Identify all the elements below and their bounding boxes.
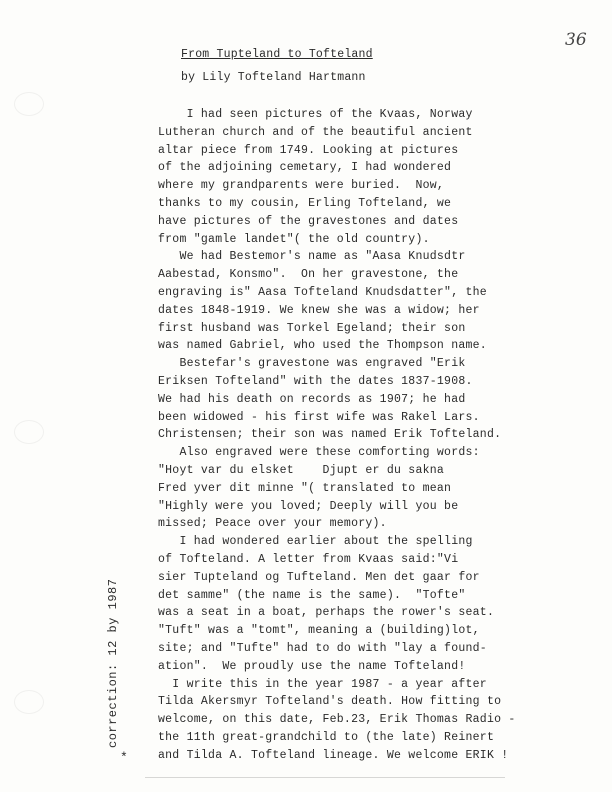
body-line: site; and "Tufte" had to do with "lay a found-: [158, 641, 487, 655]
body-line: I had seen pictures of the Kvaas, Norway: [158, 108, 473, 121]
body-line: I write this in the year 1987 - a year after: [158, 677, 487, 691]
body-line: from "gamle landet"( the old country).: [158, 232, 430, 246]
body-line: det samme" (the name is the same). "Tofte": [158, 588, 466, 602]
body-line: Eriksen Tofteland" with the dates 1837-1908.: [158, 374, 473, 388]
body-line: Christensen; their son was named Erik Tofteland.: [158, 428, 502, 442]
body-line: been widowed - his first wife was Rakel Lars.: [158, 410, 480, 424]
body-line: "Hoyt var du elsket Djupt er du sakna: [158, 463, 445, 477]
body-line: have pictures of the gravestones and dates: [158, 214, 459, 228]
margin-correction-note: correction: 12 by 1987: [106, 578, 120, 748]
body-line: engraving is" Aasa Tofteland Knudsdatter", the: [158, 285, 487, 299]
body-line: Fred yver dit minne "( translated to mean: [158, 481, 452, 495]
body-line: welcome, on this date, Feb.23, Erik Thomas Radio -: [158, 713, 516, 727]
margin-asterisk: *: [120, 750, 128, 765]
body-line: We had Bestemor's name as "Aasa Knudsdtr: [158, 250, 466, 264]
body-line: was named Gabriel, who used the Thompson name.: [158, 339, 487, 353]
body-line: where my grandparents were buried. Now,: [158, 179, 445, 193]
punch-hole-mark: [14, 92, 44, 116]
body-line: Aabestad, Konsmo". On her gravestone, the: [158, 268, 459, 282]
document-title: From Tupteland to Tofteland: [181, 48, 373, 61]
body-line: missed; Peace over your memory).: [158, 517, 387, 531]
body-line: ation". We proudly use the name Tofteland!: [158, 659, 466, 673]
body-line: thanks to my cousin, Erling Tofteland, we: [158, 196, 452, 210]
paste-edge-line: [145, 777, 505, 778]
body-line: Tilda Akersmyr Tofteland's death. How fitting to: [158, 695, 502, 709]
body-line: "Highly were you loved; Deeply will you be: [158, 499, 459, 513]
body-line: dates 1848-1919. We knew she was a widow; her: [158, 303, 480, 317]
body-line: and Tilda A. Tofteland lineage. We welcome ERIK !: [158, 748, 509, 762]
body-line: of the adjoining cemetary, I had wondered: [158, 161, 452, 175]
body-line: Bestefar's gravestone was engraved "Erik: [158, 357, 466, 371]
body-line: of Tofteland. A letter from Kvaas said:"Vi: [158, 552, 459, 566]
body-line: first husband was Torkel Egeland; their son: [158, 321, 466, 335]
body-line: was a seat in a boat, perhaps the rower's seat.: [158, 606, 495, 620]
body-line: altar piece from 1749. Looking at pictures: [158, 143, 459, 157]
body-line: We had his death on records as 1907; he had: [158, 392, 466, 406]
body-line: "Tuft" was a "tomt", meaning a (building)lot,: [158, 624, 480, 638]
body-line: Lutheran church and of the beautiful ancient: [158, 125, 473, 139]
punch-hole-mark: [14, 690, 44, 714]
page-number: 36: [565, 30, 587, 50]
document-author: by Lily Tofteland Hartmann: [181, 71, 366, 84]
document-body: [158, 106, 578, 764]
body-line: Also engraved were these comforting words:: [158, 446, 480, 460]
body-line: the 11th great-grandchild to (the late) Reinert: [158, 730, 495, 744]
punch-hole-mark: [14, 420, 44, 444]
body-line: I had wondered earlier about the spelling: [158, 535, 473, 549]
body-line: sier Tupteland og Tufteland. Men det gaar for: [158, 570, 480, 584]
